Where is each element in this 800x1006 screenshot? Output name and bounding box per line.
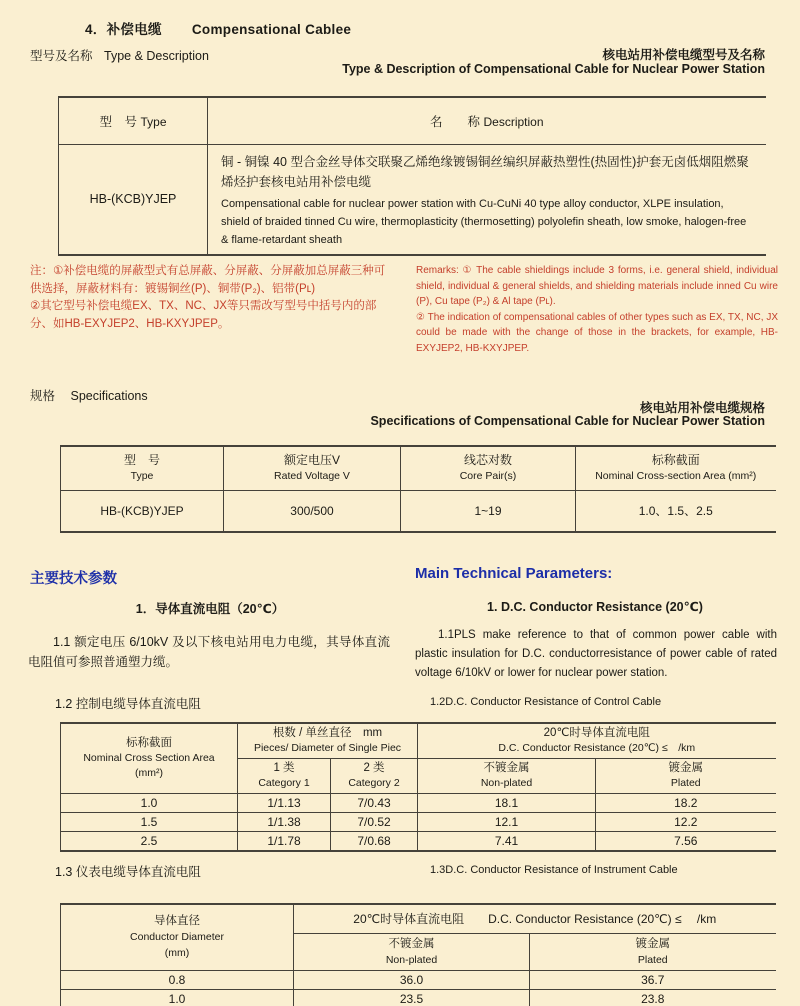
- t12-g2-en: Pieces/ Diameter of Single Piec: [253, 742, 402, 754]
- t13-header-plated: [530, 933, 776, 970]
- t13-header-nonplated: [294, 933, 530, 970]
- t12-header-nonplated: [418, 759, 596, 794]
- spec-h2-zh: 线芯对数: [463, 453, 512, 468]
- spec-heading-en: Specifications of Compensational Cable for Nuclear Power Station: [370, 414, 765, 428]
- section-heading-en: Type & Description of Compensational Cable for Nuclear Power Station: [342, 62, 765, 76]
- t12-sub2-en: Non-plated: [480, 777, 533, 789]
- t12-sub0-en: Category 1: [258, 777, 310, 789]
- t12-header-category1: [238, 759, 331, 794]
- t13-data-row-2: [61, 989, 776, 1006]
- t12-r1-c2: 7/0.52: [331, 813, 418, 832]
- section-heading-zh: 核电站用补偿电缆型号及名称: [602, 48, 765, 62]
- t12-r2-c0: 2.5: [61, 832, 238, 852]
- t13-header-resistance: 20℃时导体直流电阻 D.C. Conductor Resistance (20℃) ≤ /km: [294, 904, 776, 933]
- spec-label-zh: 规格: [30, 389, 56, 403]
- resistance-heading-zh: 1．导体直流电阻（20℃）: [135, 602, 285, 616]
- section-label: [30, 46, 209, 64]
- t12-r1-c4: 12.2: [596, 813, 776, 832]
- spec-h0-en: Type: [130, 470, 154, 483]
- t12-sub3-en: Plated: [670, 777, 701, 789]
- type-description-table: [58, 96, 766, 256]
- t12-header-area: [61, 723, 238, 794]
- note-zh-2: ②其它型号补偿电缆EX、TX、NC、JX等只需改写型号中括号内的部分、如HB-EXYJEP2、HB-KXYJPEP。: [30, 300, 377, 330]
- paragraph-1-1-zh: 1.1 额定电压 6/10kV 及以下核电站用电力电缆，其导体直流电阻值可参照普通塑力缆。: [28, 635, 390, 669]
- t12-r1-c0: 1.5: [61, 813, 238, 832]
- t12-r2-c1: 1/1.78: [238, 832, 331, 852]
- t12-sub2-zh: 不镀金属: [483, 762, 530, 774]
- t13-sub1-zh: 镀金属: [635, 937, 670, 950]
- t12-g2-zh: 根数 / 单丝直径 mm: [272, 727, 383, 739]
- t12-header-resistance: [418, 723, 776, 759]
- t12-header-pieces-diameter: [238, 723, 418, 759]
- t13-sub0-zh: 不镀金属: [388, 937, 435, 950]
- resistance-heading-en: 1. D.C. Conductor Resistance (20℃): [487, 600, 703, 614]
- description-en: Compensational cable for nuclear power station with Cu-CuNi 40 type alloy conductor, XLPE insulation, shield of braided tinned Cu wire, thermoplasticity (thermosetting) polyolefin sheath, low smoke, halogen-free & flame-retardant sheath: [221, 197, 747, 246]
- t13-diameter-unit: (mm): [164, 947, 190, 960]
- header-desc-zh: 名 称: [429, 114, 480, 129]
- t13-sub0-en: Non-plated: [385, 953, 438, 966]
- t13-r0-c0: 0.8: [61, 970, 294, 989]
- spec-header-row: [61, 446, 776, 490]
- spec-header-area: [576, 446, 776, 490]
- page-title-zh: 4．补偿电缆: [85, 22, 162, 37]
- t12-group-header-row: [61, 723, 776, 759]
- spec-header-corepairs: [401, 446, 576, 490]
- t12-data-row-2: [61, 813, 776, 832]
- t12-r2-c2: 7/0.68: [331, 832, 418, 852]
- page-title: [85, 18, 351, 38]
- t13-header-diameter: [61, 904, 294, 970]
- spec-h3-en: Nominal Cross-section Area (mm²): [595, 470, 757, 483]
- instrument-cable-resistance-table: [60, 903, 776, 1006]
- section-1-2-en: 1.2D.C. Conductor Resistance of Control Cable: [430, 696, 662, 708]
- spec-cell-area: 1.0、1.5、2.5: [576, 490, 776, 532]
- t12-area-en: Nominal Cross Section Area: [83, 752, 215, 764]
- t12-data-row-3: [61, 832, 776, 852]
- spec-header-type: [61, 446, 224, 490]
- page-title-en: Compensational Cablee: [191, 22, 352, 37]
- main-params-heading-en: Main Technical Parameters:: [415, 565, 613, 582]
- section-label-zh: 型号及名称: [30, 49, 93, 63]
- table-header-row: [59, 97, 766, 144]
- t12-sub3-zh: 镀金属: [668, 762, 704, 774]
- t13-r0-c2: 36.7: [530, 970, 776, 989]
- note-zh: [30, 263, 390, 356]
- t12-r2-c4: 7.56: [596, 832, 776, 852]
- t12-data-row-1: [61, 794, 776, 813]
- note-en-2: ② The indication of compensational cables of other types such as EX, TX, NC, JX could be made with the change of those in the brackets, for example, HB-EXYJEP2, HB-KXYJPEP.: [416, 311, 778, 354]
- t12-r0-c4: 18.2: [596, 794, 776, 813]
- spec-label: [30, 386, 148, 404]
- spec-cell-voltage: 300/500: [224, 490, 401, 532]
- t13-r0-c1: 36.0: [294, 970, 530, 989]
- note-en: [416, 263, 778, 356]
- t13-diameter-en: Conductor Diameter: [130, 931, 224, 944]
- t13-diameter-zh: 导体直径: [154, 915, 200, 928]
- control-cable-resistance-table: [60, 722, 776, 852]
- paragraph-1-1-en: 1.1PLS make reference to that of common power cable with plastic insulation for D.C. conductorresistance of power cable of rated voltage 6/10kV or lower for nuclear power station.: [415, 629, 777, 679]
- t13-group-header-row: [61, 904, 776, 933]
- header-desc-en: Description: [483, 114, 544, 129]
- section-1-3-zh: 1.3 仪表电缆导体直流电阻: [55, 865, 201, 879]
- t13-sub1-en: Plated: [637, 953, 668, 966]
- note-en-1: Remarks: ① The cable shieldings include 3 forms, i.e. general shield, individual shield, individual & general shields, and shielding materials include inned Cu wire (P), Cu tape (P₂) & Al tape (Pʟ).: [416, 265, 778, 307]
- header-cell-description: [208, 97, 766, 144]
- spec-cell-corepairs: 1~19: [401, 490, 576, 532]
- cell-description: [208, 144, 766, 255]
- header-type-en: Type: [140, 114, 167, 129]
- t13-r1-c2: 23.8: [530, 989, 776, 1006]
- spec-cell-type: HB-(KCB)YJEP: [61, 490, 224, 532]
- t12-r0-c3: 18.1: [418, 794, 596, 813]
- t13-r1-c1: 23.5: [294, 989, 530, 1006]
- main-params-heading-zh: 主要技术参数: [30, 571, 117, 587]
- section-1-3-en: 1.3D.C. Conductor Resistance of Instrument Cable: [430, 864, 678, 876]
- notes-block: [30, 263, 778, 356]
- t12-r2-c3: 7.41: [418, 832, 596, 852]
- t12-sub1-zh: 2 类: [363, 762, 385, 774]
- description-zh: 铜 - 铜镍 40 型合金丝导体交联聚乙烯绝缘镀锡铜丝编织屏蔽热塑性(热固性)护套无卤低烟阻燃聚烯烃护套核电站用补偿电缆: [221, 154, 749, 189]
- t12-g3-zh: 20℃时导体直流电阻: [543, 727, 650, 739]
- section-label-en: Type & Description: [104, 49, 209, 63]
- cell-type-value: HB-(KCB)YJEP: [59, 144, 208, 255]
- spec-h1-zh: 额定电压V: [283, 453, 340, 468]
- t12-r1-c1: 1/1.38: [238, 813, 331, 832]
- spec-data-row: [61, 490, 776, 532]
- specifications-table: [60, 445, 776, 533]
- spec-label-en: Specifications: [70, 389, 148, 403]
- t13-data-row-1: [61, 970, 776, 989]
- header-type-zh: 型 号: [99, 114, 137, 129]
- t12-header-plated: [596, 759, 776, 794]
- t12-r0-c2: 7/0.43: [331, 794, 418, 813]
- t12-sub1-en: Category 2: [348, 777, 400, 789]
- note-zh-1: 注：①补偿电缆的屏蔽型式有总屏蔽、分屏蔽、分屏蔽加总屏蔽三种可供选择，屏蔽材料有：镀锡铜丝(P)、铜带(P₂)、铝带(Pʟ): [30, 265, 386, 295]
- t12-r0-c0: 1.0: [61, 794, 238, 813]
- spec-h2-en: Core Pair(s): [459, 470, 517, 483]
- spec-h0-zh: 型 号: [123, 453, 160, 468]
- spec-heading-zh: 核电站用补偿电缆规格: [639, 401, 765, 415]
- t12-header-category2: [331, 759, 418, 794]
- spec-h1-en: Rated Voltage V: [274, 470, 350, 483]
- table-row: [59, 144, 766, 255]
- t12-area-unit: (mm²): [135, 767, 163, 779]
- spec-h3-zh: 标称截面: [651, 453, 700, 468]
- section-1-2-zh: 1.2 控制电缆导体直流电阻: [55, 697, 201, 711]
- spec-header-voltage: [224, 446, 401, 490]
- t12-r0-c1: 1/1.13: [238, 794, 331, 813]
- t12-g3-en: D.C. Conductor Resistance (20℃) ≤ /km: [498, 742, 696, 754]
- header-cell-type: [59, 97, 208, 144]
- t13-r1-c0: 1.0: [61, 989, 294, 1006]
- t12-r1-c3: 12.1: [418, 813, 596, 832]
- t12-area-zh: 标称截面: [126, 737, 172, 749]
- t12-sub0-zh: 1 类: [273, 762, 295, 774]
